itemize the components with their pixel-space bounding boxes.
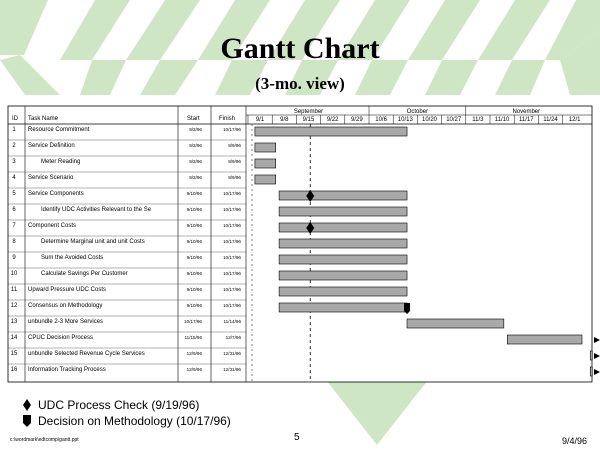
- task-bar: [279, 271, 407, 280]
- task-start: 9/10/96: [186, 287, 202, 292]
- task-start: 12/9/96: [186, 351, 202, 356]
- task-id: 3: [12, 159, 16, 165]
- continuation-arrow: [594, 369, 600, 375]
- task-bar: [279, 239, 407, 248]
- task-name: Calculate Savings Per Customer: [41, 271, 128, 277]
- week-label: 9/1: [255, 117, 265, 123]
- task-bar: [279, 287, 407, 296]
- task-id: 11: [10, 287, 18, 293]
- week-label: 11/10: [494, 117, 510, 123]
- task-finish: 9/9/96: [228, 143, 241, 148]
- footer-file-path: c:\wordmark\edtcomp\gantt.ppt: [10, 437, 79, 443]
- task-bar: [279, 191, 407, 200]
- task-id: 9: [12, 255, 16, 261]
- task-bar: [279, 255, 407, 264]
- task-bar: [255, 143, 276, 152]
- column-header-finish: Finish: [219, 116, 236, 122]
- diamond-icon: [22, 398, 32, 412]
- week-label: 9/29: [351, 117, 363, 123]
- task-id: 7: [12, 223, 16, 229]
- task-start: 10/17/96: [184, 319, 202, 324]
- week-label: 11/17: [519, 117, 534, 123]
- task-name: Information Tracking Process: [28, 367, 106, 373]
- task-name: unbundle 2-3 More Services: [28, 319, 104, 325]
- continuation-arrow: [594, 337, 600, 343]
- task-finish: 9/9/96: [228, 159, 241, 164]
- legend-label: Decision on Methodology (10/17/96): [38, 414, 231, 428]
- week-label: 9/15: [302, 117, 315, 123]
- task-finish: 11/14/96: [223, 319, 241, 324]
- week-label: 10/6: [375, 117, 387, 123]
- task-id: 2: [12, 143, 16, 149]
- task-finish: 10/17/96: [223, 255, 241, 260]
- task-finish: 9/9/96: [228, 175, 241, 180]
- task-name: Resource Commitment: [28, 127, 90, 133]
- milestone-marker-icon: [22, 414, 32, 428]
- month-label: November: [512, 109, 541, 115]
- week-label: 10/20: [421, 117, 438, 123]
- continuation-arrow: [594, 353, 600, 359]
- task-bar: [255, 127, 407, 136]
- task-id: 1: [12, 127, 16, 133]
- legend-item-decision: [22, 414, 231, 428]
- task-name: Component Costs: [28, 223, 77, 229]
- task-finish: 12/7/96: [225, 335, 241, 340]
- page-number: 5: [294, 432, 300, 443]
- task-start: 9/10/96: [186, 239, 202, 244]
- task-start: 9/10/96: [186, 207, 202, 212]
- month-label: October: [406, 109, 429, 115]
- week-label: 11/24: [543, 117, 558, 123]
- task-name: Service Components: [28, 191, 84, 197]
- task-bar: [279, 223, 407, 232]
- task-finish: 10/17/96: [223, 303, 241, 308]
- task-start: 9/10/96: [186, 191, 202, 196]
- task-name: Meter Reading: [41, 159, 81, 165]
- week-label: 10/13: [397, 117, 413, 123]
- task-bar: [255, 159, 276, 168]
- task-start: 9/10/96: [186, 271, 202, 276]
- task-id: 15: [10, 351, 18, 357]
- task-finish: 12/31/96: [223, 351, 241, 356]
- task-id: 4: [12, 175, 16, 181]
- week-label: 9/8: [280, 117, 289, 123]
- task-start: 9/10/96: [186, 255, 202, 260]
- task-id: 14: [10, 335, 18, 341]
- column-header-id: ID: [12, 116, 18, 122]
- task-start: 9/3/96: [189, 143, 202, 148]
- legend-label: UDC Process Check (9/19/96): [38, 398, 200, 412]
- week-label: 11/3: [472, 117, 484, 123]
- task-start: 9/3/96: [189, 127, 202, 132]
- task-start: 12/9/96: [186, 367, 202, 372]
- task-id: 8: [12, 239, 16, 245]
- task-id: 6: [12, 207, 16, 213]
- task-name: CPUC Decision Process: [28, 335, 94, 341]
- task-finish: 10/17/96: [223, 127, 241, 132]
- month-label: September: [293, 109, 324, 115]
- week-label: 10/27: [446, 117, 462, 123]
- task-name: Service Definition: [28, 143, 75, 149]
- task-finish: 10/17/96: [223, 239, 241, 244]
- task-id: 13: [10, 319, 18, 325]
- column-header-task: Task Name: [28, 116, 59, 122]
- task-name: Consensus on Methodology: [28, 303, 103, 309]
- task-start: 9/3/96: [189, 175, 202, 180]
- task-id: 16: [10, 367, 18, 373]
- week-label: 9/22: [326, 117, 339, 123]
- task-bar: [279, 207, 407, 216]
- task-finish: 10/17/96: [223, 287, 241, 292]
- task-bar: [590, 351, 592, 360]
- legend-item-process-check: [22, 398, 199, 412]
- task-name: Service Scenario: [28, 175, 74, 181]
- task-finish: 10/17/96: [223, 207, 241, 212]
- task-id: 5: [12, 191, 16, 197]
- task-name: Identify UDC Activities Relevant to the Se: [41, 207, 152, 213]
- task-id: 12: [10, 303, 18, 309]
- task-id: 10: [10, 271, 18, 277]
- task-start: 9/10/96: [186, 223, 202, 228]
- task-finish: 10/17/96: [223, 223, 241, 228]
- task-bar: [279, 303, 407, 312]
- task-bar: [407, 319, 504, 328]
- task-start: 11/15/96: [184, 335, 202, 340]
- task-bar: [255, 175, 276, 184]
- task-name: Upward Pressure UDC Costs: [28, 287, 107, 293]
- task-start: 9/3/96: [189, 159, 202, 164]
- task-name: Sum the Avoided Costs: [41, 255, 104, 261]
- page-title: Gantt Chart: [220, 32, 380, 65]
- task-bar: [507, 335, 582, 344]
- task-finish: 10/17/96: [223, 191, 241, 196]
- task-start: 9/10/96: [186, 303, 202, 308]
- slide-date: 9/4/96: [562, 436, 588, 446]
- week-label: 12/1: [568, 117, 581, 123]
- task-name: Determine Marginal unit and unit Costs: [41, 239, 145, 245]
- column-header-start: Start: [187, 116, 200, 122]
- task-finish: 10/17/96: [223, 271, 241, 276]
- task-name: unbundle Selected Revenue Cycle Services: [28, 351, 145, 357]
- task-bar: [590, 367, 592, 376]
- page-subtitle: (3-mo. view): [255, 74, 345, 93]
- task-finish: 12/31/96: [223, 367, 241, 372]
